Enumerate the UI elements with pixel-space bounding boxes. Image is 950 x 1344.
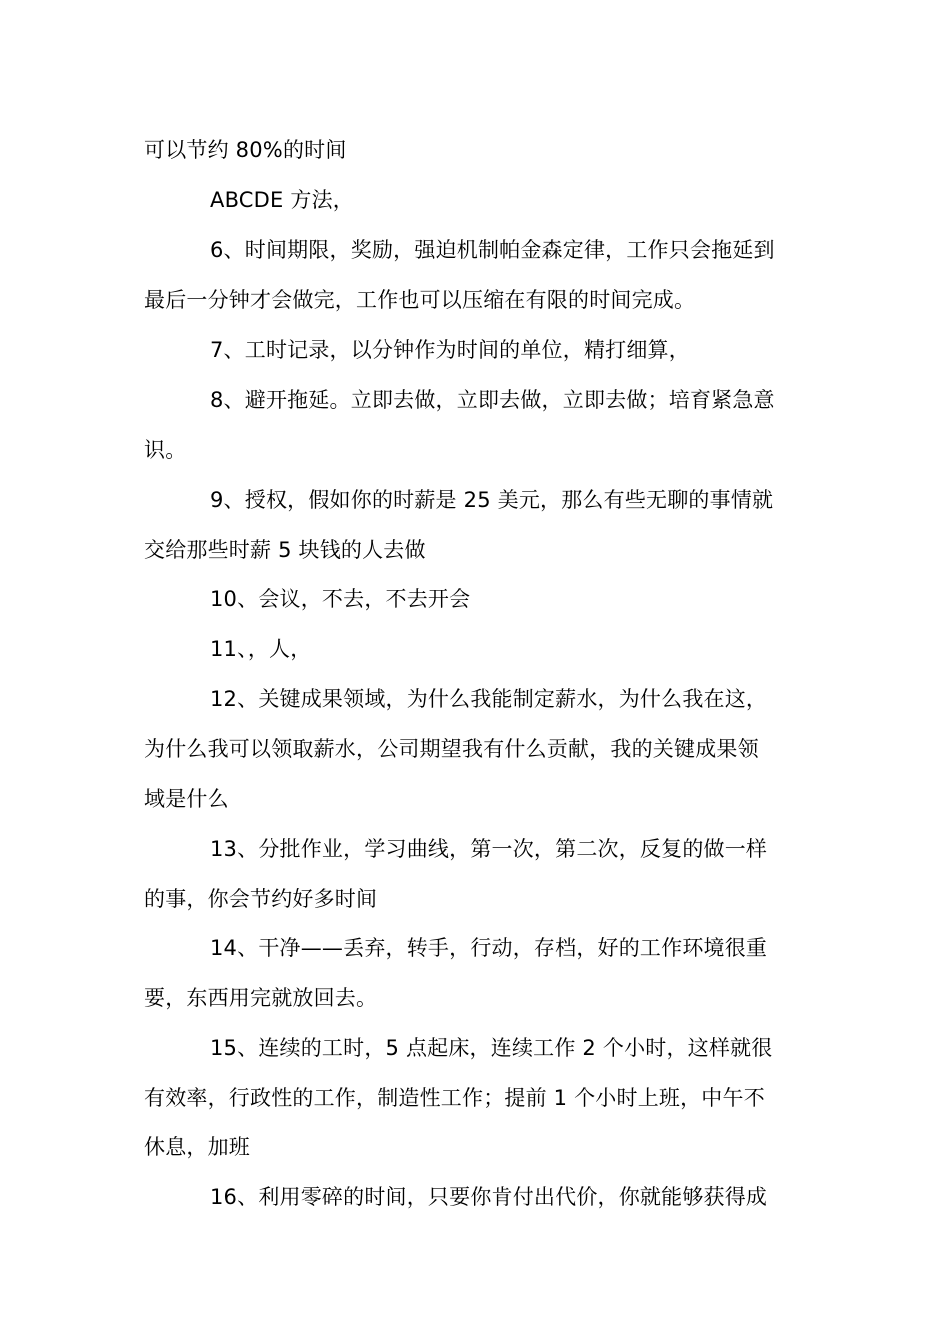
text-line: 7、工时记录，以分钟作为时间的单位，精打细算，	[210, 338, 690, 362]
text-line: 识。	[144, 438, 187, 462]
text-line: 8、避开拖延。立即去做，立即去做，立即去做；培育紧急意	[210, 388, 775, 412]
text-line: 6、时间期限，奖励，强迫机制帕金森定律，工作只会拖延到	[210, 238, 775, 262]
text-line: 可以节约 80%的时间	[144, 138, 347, 162]
text-line: 有效率，行政性的工作，制造性工作；提前 1 个小时上班，中午不	[144, 1086, 765, 1110]
text-line: 休息，加班	[144, 1135, 250, 1159]
text-line: 9、授权，假如你的时薪是 25 美元，那么有些无聊的事情就	[210, 488, 774, 512]
text-line: 13、分批作业，学习曲线，第一次，第二次，反复的做一样	[210, 837, 768, 861]
text-line: 要，东西用完就放回去。	[144, 986, 378, 1010]
text-line: 10、会议，不去，不去开会	[210, 587, 471, 611]
text-line: 为什么我可以领取薪水，公司期望我有什么贡献，我的关键成果领	[144, 737, 759, 761]
text-line: 11、，人，	[210, 637, 312, 661]
text-line: 域是什么	[144, 787, 229, 811]
text-line: ABCDE 方法，	[210, 188, 354, 212]
text-line: 12、关键成果领域，为什么我能制定薪水，为什么我在这，	[210, 687, 768, 711]
text-line: 16、利用零碎的时间，只要你肯付出代价，你就能够获得成	[210, 1185, 768, 1209]
text-line: 15、连续的工时，5 点起床，连续工作 2 个小时，这样就很	[210, 1036, 773, 1060]
text-line: 最后一分钟才会做完，工作也可以压缩在有限的时间完成。	[144, 288, 696, 312]
text-line: 14、干净——丢弃，转手，行动，存档，好的工作环境很重	[210, 936, 768, 960]
text-line: 的事，你会节约好多时间	[144, 887, 378, 911]
text-line: 交给那些时薪 5 块钱的人去做	[144, 538, 426, 562]
